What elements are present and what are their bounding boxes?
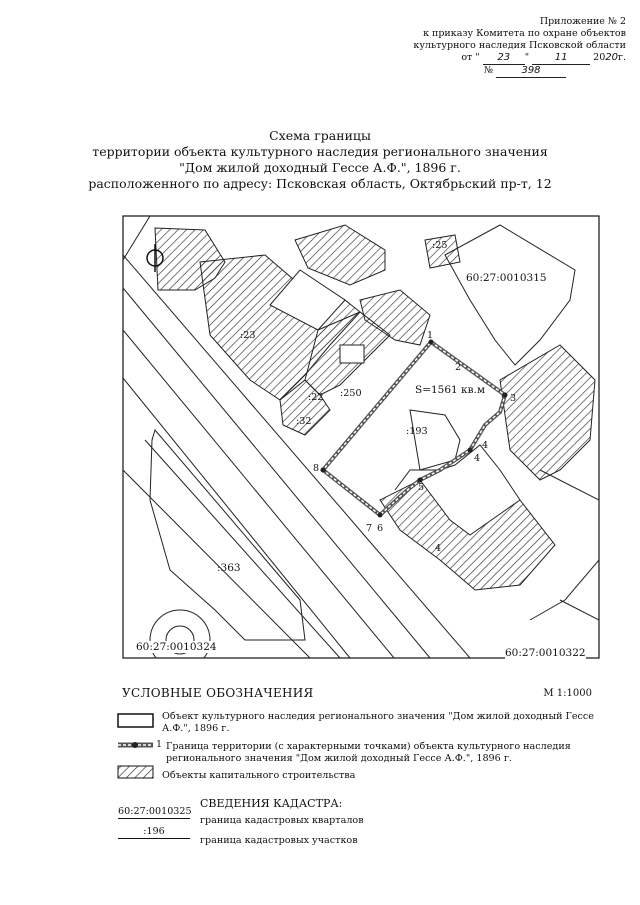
order-number: 398 — [496, 65, 566, 78]
quarter-label-324: 60:27:0010324 — [136, 641, 217, 653]
parcel-label-23: :23 — [240, 330, 256, 341]
title-line2: территории объекта культурного наследия регионального значения — [92, 144, 548, 159]
appendix-line1: к приказу Комитета по охране объектов — [423, 28, 626, 39]
boundary-point — [468, 448, 473, 453]
legend-item-buildings: Объекты капитального строительства — [162, 770, 356, 781]
boundary-point — [378, 513, 383, 518]
cadastre-parcel-text: граница кадастровых участков — [200, 835, 358, 846]
parcel-315-outline — [445, 225, 575, 365]
parcel-label-193: :193 — [406, 426, 428, 437]
quarter-label-315: 60:27:0010315 — [466, 272, 547, 284]
area-label: S=1561 кв.м — [415, 384, 486, 396]
legend-point-number: 1 — [156, 739, 163, 750]
date-day: 23 — [483, 52, 525, 65]
building-4-south — [380, 480, 555, 590]
map-scale: М 1:1000 — [543, 688, 592, 699]
title-line1: Схема границы — [269, 128, 371, 143]
legend-item-heritage: Объект культурного наследия регионального значения "Дом жилой доходный Гессе А.Ф.", 1896 г. — [162, 711, 594, 734]
quarter-label-322: 60:27:0010322 — [505, 647, 586, 659]
cadastre-heading: СВЕДЕНИЯ КАДАСТРА: — [200, 797, 343, 810]
cadastre-parcel-sample: :196 — [118, 826, 190, 839]
park-outline — [150, 430, 305, 640]
parcel-label-4a: 4 — [482, 440, 489, 451]
date-month: 11 — [532, 52, 590, 65]
building-4-east — [500, 345, 595, 480]
roundabout — [150, 610, 210, 670]
boundary-point — [321, 468, 326, 473]
title-line3: "Дом жилой доходный Гессе А.Ф.", 1896 г. — [179, 160, 461, 175]
date-year: 20 — [605, 52, 618, 63]
point-label-6: 6 — [377, 523, 384, 534]
legend-building-symbol — [118, 766, 153, 778]
parcel-label-25: :25 — [432, 240, 448, 251]
appendix-line2: культурного наследия Псковской области — [413, 40, 626, 51]
boundary-point — [503, 393, 508, 398]
title-line4: расположенного по адресу: Псковская область, Октябрьский пр-т, 12 — [88, 176, 552, 191]
appendix-number: № 398 — [386, 65, 566, 78]
cadastre-quarter-sample: 60:27:0010325 — [118, 806, 192, 817]
parcel-label-4b: 4 — [435, 543, 442, 554]
point-label-8: 8 — [313, 463, 320, 474]
point-label-2: 2 — [455, 362, 462, 373]
appendix-date: от " 23 " 11 2020г. — [461, 52, 626, 63]
legend-item-boundary: Граница территории (с характерными точками) объекта культурного наследия регионального значения "Дом жилой доходный Гессе А.Ф.", 1896 г. — [166, 741, 571, 764]
legend-heritage-symbol — [118, 714, 153, 727]
legend-heading: УСЛОВНЫЕ ОБОЗНАЧЕНИЯ — [122, 686, 314, 700]
point-label-1: 1 — [427, 330, 434, 341]
point-label-4: 4 — [474, 453, 481, 464]
parcel-label-22: :22 — [308, 392, 324, 403]
point-label-7: 7 — [366, 523, 373, 534]
parcel-label-32: :32 — [296, 416, 312, 427]
parcel-label-250: :250 — [340, 388, 362, 399]
point-label-5: 5 — [418, 482, 425, 493]
cadastre-quarter-text: граница кадастровых кварталов — [200, 815, 364, 826]
parcel-label-363: :363 — [217, 562, 241, 574]
appendix-title: Приложение № 2 — [539, 16, 626, 27]
point-label-3: 3 — [510, 393, 517, 404]
